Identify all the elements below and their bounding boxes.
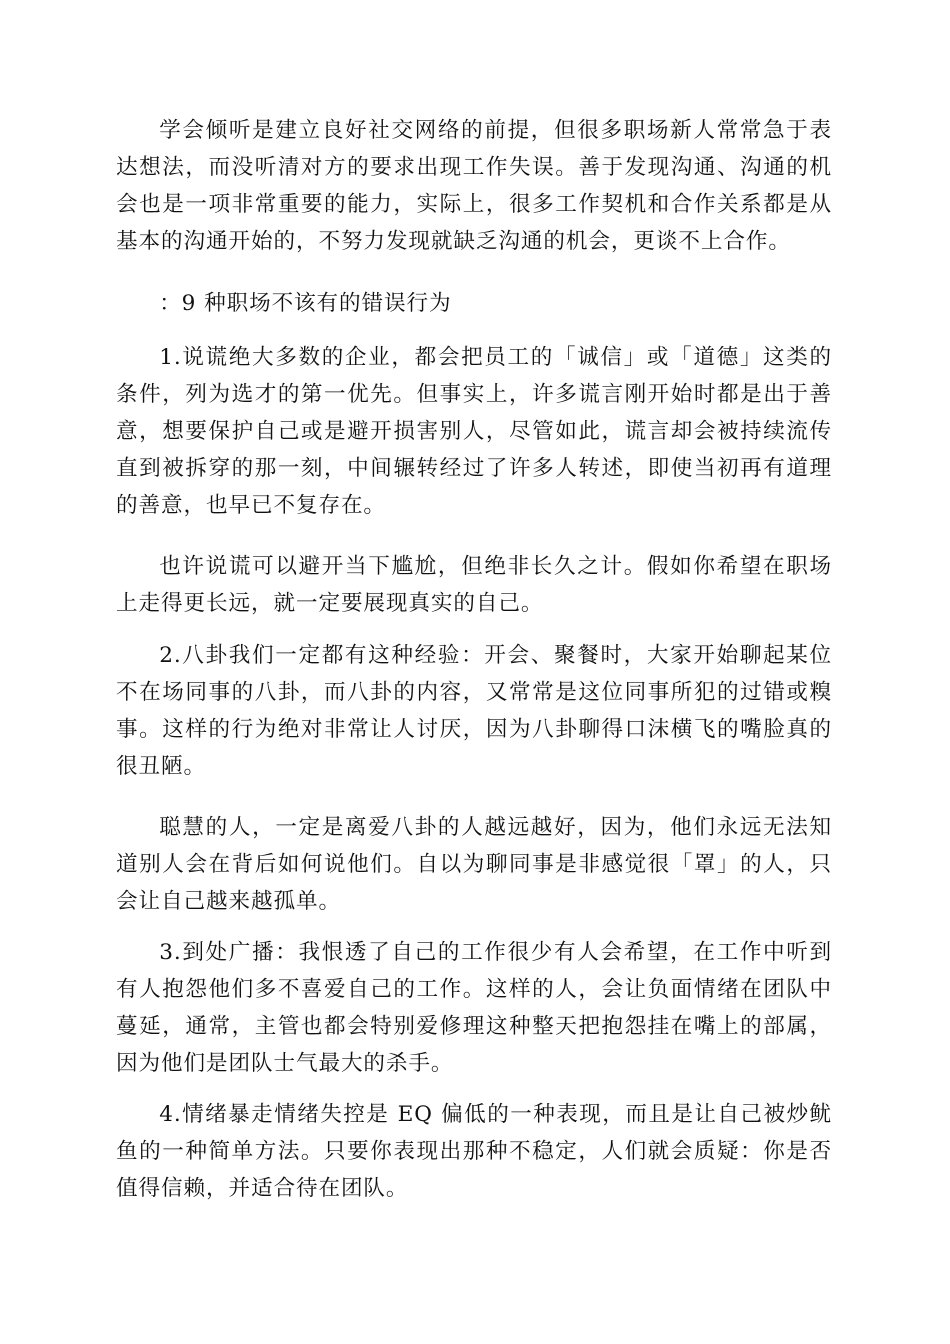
paragraph-emotions: 4.情绪暴走情绪失控是 EQ 偏低的一种表现，而且是让自己被炒鱿鱼的一种简单方法。只要你表现出那种不稳定，人们就会质疑：你是否值得信赖，并适合待在团队。 [116, 1102, 832, 1201]
paragraph-gossip: 2.八卦我们一定都有这种经验：开会、聚餐时，大家开始聊起某位不在场同事的八卦，而八卦的内容，又常常是这位同事所犯的过错或糗事。这样的行为绝对非常让人讨厌，因为八卦聊得口沫横飞的嘴脸真的很丑陋。 [116, 643, 832, 779]
paragraph-listening: 学会倾听是建立良好社交网络的前提，但很多职场新人常常急于表达想法，而没听清对方的要求出现工作失误。善于发现沟通、沟通的机会也是一项非常重要的能力，实际上，很多工作契机和合作关系都是从基本的沟通开始的，不努力发现就缺乏沟通的机会，更谈不上合作。 [116, 118, 832, 254]
paragraph-lying: 1.说谎绝大多数的企业，都会把员工的「诚信」或「道德」这类的条件，列为选才的第一优先。但事实上，许多谎言刚开始时都是出于善意，想要保护自己或是避开损害别人，尽管如此，谎言却会被持续流传直到被拆穿的那一刻，中间辗转经过了许多人转述，即使当初再有道理的善意，也早已不复存在。 [116, 345, 832, 518]
section-heading-mistakes: ：9 种职场不该有的错误行为 [159, 291, 452, 316]
paragraph-complaining: 3.到处广播：我恨透了自己的工作很少有人会希望，在工作中听到有人抱怨他们多不喜爱自己的工作。这样的人，会让负面情绪在团队中蔓延，通常，主管也都会特别爱修理这种整天把抱怨挂在嘴上的部属，因为他们是团队士气最大的杀手。 [116, 940, 832, 1076]
paragraph-gossip-advice: 聪慧的人，一定是离爱八卦的人越远越好，因为，他们永远无法知道别人会在背后如何说他们。自以为聊同事是非感觉很「罩」的人，只会让自己越来越孤单。 [116, 815, 832, 914]
paragraph-lying-advice: 也许说谎可以避开当下尴尬，但绝非长久之计。假如你希望在职场上走得更长远，就一定要展现真实的自己。 [116, 554, 832, 616]
